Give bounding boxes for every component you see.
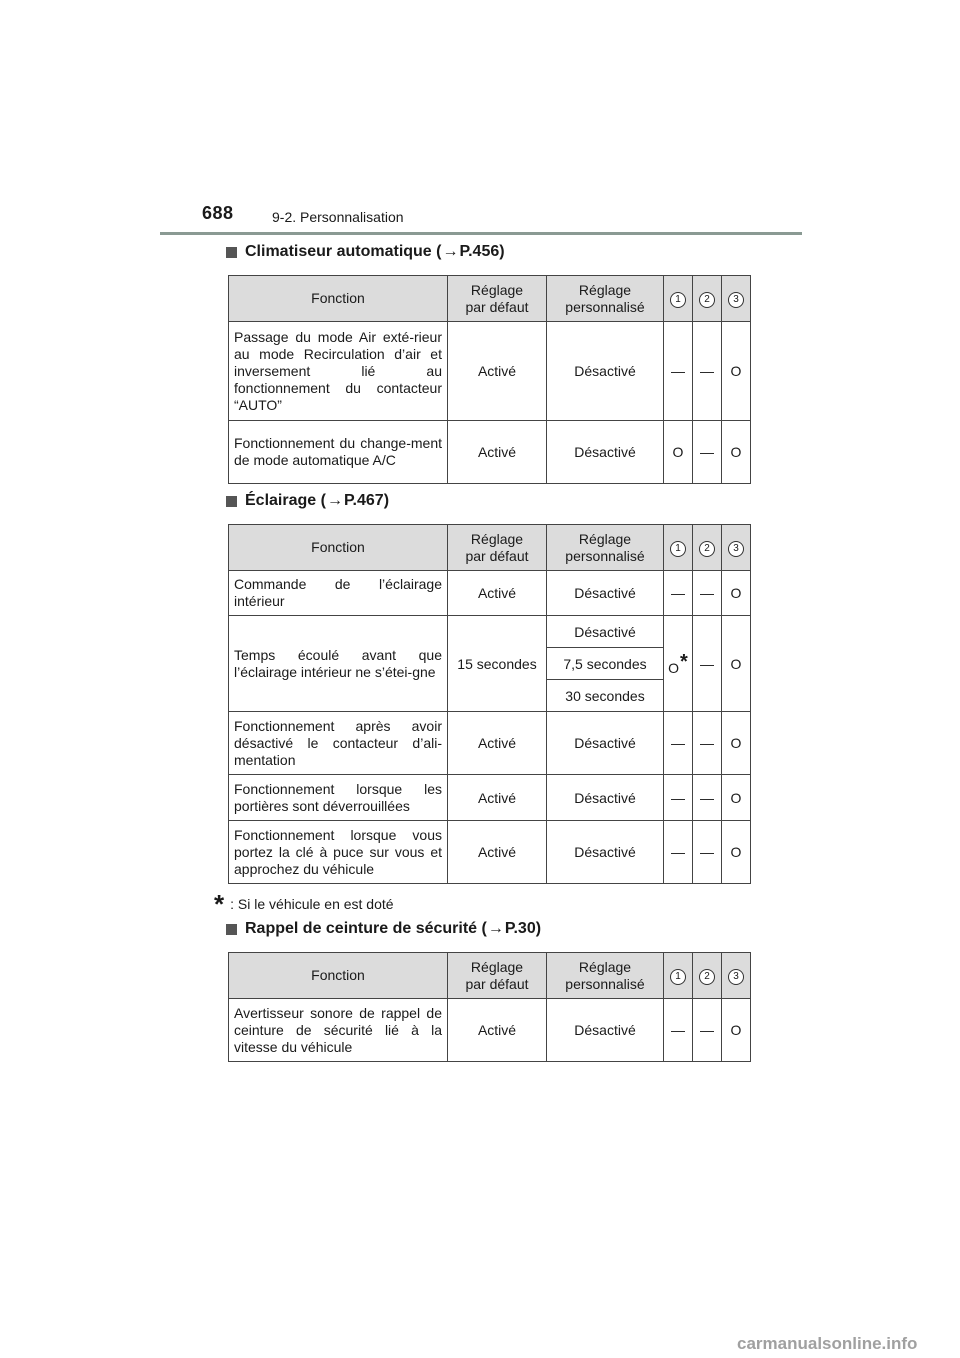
watermark: carmanualsonline.info [737, 1334, 918, 1353]
circled-3-icon: 3 [728, 541, 744, 557]
arrow-icon: → [487, 920, 504, 937]
col3-cell: O [722, 571, 751, 616]
header-reglage-defaut: Réglage par défaut [448, 953, 547, 999]
circled-2-icon: 2 [699, 292, 715, 308]
function-cell: Fonctionnement lorsque les portières sont déverrouillées [229, 775, 448, 821]
default-cell: Activé [448, 999, 547, 1062]
circled-3-icon: 3 [728, 292, 744, 308]
table-row [229, 775, 751, 821]
heading-title: Éclairage ( [245, 492, 326, 509]
circled-3-icon: 3 [728, 969, 744, 985]
default-cell: Activé [448, 322, 547, 421]
header-reglage-defaut: Réglage par défaut [448, 276, 547, 322]
table-eclairage [228, 524, 751, 884]
col2-cell: — [693, 322, 722, 421]
col2-cell: — [693, 999, 722, 1062]
col2-cell: — [693, 775, 722, 821]
col2-cell: — [693, 821, 722, 884]
heading-title: Climatiseur automatique ( [245, 243, 442, 260]
table-row [229, 616, 751, 648]
default-cell: Activé [448, 712, 547, 775]
col2-cell: — [693, 571, 722, 616]
arrow-icon: → [326, 492, 343, 509]
table-header-row [229, 276, 751, 322]
function-cell: Commande de l’éclairage intérieur [229, 571, 448, 616]
col2-cell: — [693, 712, 722, 775]
section-label: 9-2. Personnalisation [272, 209, 404, 225]
function-cell: Fonctionnement après avoir désactivé le contacteur d’ali-mentation [229, 712, 448, 775]
header-fonction: Fonction [229, 525, 448, 571]
table-row [229, 421, 751, 484]
circled-2-icon: 2 [699, 541, 715, 557]
col2-cell: — [693, 421, 722, 484]
circled-1-icon: 1 [670, 292, 686, 308]
table-row [229, 322, 751, 421]
square-bullet-icon [226, 924, 237, 935]
footnote-text: : Si le véhicule en est doté [230, 896, 394, 912]
table-header-row [229, 953, 751, 999]
header-reglage-defaut: Réglage par défaut [448, 525, 547, 571]
header-reglage-perso: Réglage personnalisé [547, 276, 664, 322]
custom-cell: Désactivé [547, 821, 664, 884]
custom-cell: Désactivé [547, 712, 664, 775]
header-reglage-perso: Réglage personnalisé [547, 953, 664, 999]
heading-rappel-ceinture [226, 920, 541, 938]
page-reference[interactable]: P.30) [504, 920, 542, 937]
default-cell: Activé [448, 421, 547, 484]
col1-cell [664, 616, 693, 712]
header-col-3 [722, 525, 751, 571]
col1-cell: — [664, 571, 693, 616]
col1-cell: — [664, 775, 693, 821]
header-rule [160, 232, 802, 235]
default-cell: Activé [448, 571, 547, 616]
col1-cell: — [664, 322, 693, 421]
table-header-row [229, 525, 751, 571]
circled-2-icon: 2 [699, 969, 715, 985]
col3-cell: O [722, 421, 751, 484]
table-row [229, 821, 751, 884]
col3-cell: O [722, 821, 751, 884]
header-fonction: Fonction [229, 276, 448, 322]
footnote [214, 889, 394, 919]
col1-value: O [668, 660, 680, 676]
custom-option-cell: 30 secondes [547, 680, 664, 712]
arrow-icon: → [442, 243, 459, 260]
asterisk-mark: * [214, 889, 225, 919]
header-fonction: Fonction [229, 953, 448, 999]
custom-cell: Désactivé [547, 571, 664, 616]
header-col-1 [664, 525, 693, 571]
header-col-2 [693, 276, 722, 322]
asterisk-mark: * [680, 651, 688, 673]
heading-title: Rappel de ceinture de sécurité ( [245, 920, 487, 937]
table-row [229, 712, 751, 775]
table-climatiseur [228, 275, 751, 484]
col3-cell: O [722, 999, 751, 1062]
function-cell: Fonctionnement lorsque vous portez la clé à puce sur vous et approchez du véhicule [229, 821, 448, 884]
default-cell: Activé [448, 775, 547, 821]
custom-cell: Désactivé [547, 999, 664, 1062]
col1-cell: — [664, 712, 693, 775]
col3-cell: O [722, 322, 751, 421]
custom-cell: Désactivé [547, 775, 664, 821]
default-cell: 15 secondes [448, 616, 547, 712]
header-col-2 [693, 525, 722, 571]
col3-cell: O [722, 712, 751, 775]
col3-cell: O [722, 616, 751, 712]
table-row [229, 999, 751, 1062]
custom-option-cell: 7,5 secondes [547, 648, 664, 680]
function-cell: Passage du mode Air exté-rieur au mode Recirculation d’air et inversement lié au fonctionnement du contacteur “AUTO” [229, 322, 448, 421]
custom-option-cell: Désactivé [547, 616, 664, 648]
default-cell: Activé [448, 821, 547, 884]
col1-cell: O [664, 421, 693, 484]
col1-cell: — [664, 999, 693, 1062]
circled-1-icon: 1 [670, 541, 686, 557]
heading-eclairage [226, 492, 389, 510]
square-bullet-icon [226, 247, 237, 258]
circled-1-icon: 1 [670, 969, 686, 985]
page-reference[interactable]: P.456) [459, 243, 505, 260]
header-reglage-perso: Réglage personnalisé [547, 525, 664, 571]
header-col-1 [664, 953, 693, 999]
function-cell: Avertisseur sonore de rappel de ceinture de sécurité lié à la vitesse du véhicule [229, 999, 448, 1062]
page-number: 688 [202, 203, 234, 223]
col1-cell: — [664, 821, 693, 884]
table-rappel-ceinture [228, 952, 751, 1062]
header-col-2 [693, 953, 722, 999]
function-cell: Temps écoulé avant que l’éclairage intérieur ne s’étei-gne [229, 616, 448, 712]
custom-cell: Désactivé [547, 421, 664, 484]
col3-cell: O [722, 775, 751, 821]
header-col-1 [664, 276, 693, 322]
square-bullet-icon [226, 496, 237, 507]
custom-cell: Désactivé [547, 322, 664, 421]
heading-climatiseur [226, 243, 505, 261]
function-cell: Fonctionnement du change-ment de mode automatique A/C [229, 421, 448, 484]
header-col-3 [722, 276, 751, 322]
table-row [229, 571, 751, 616]
col2-cell: — [693, 616, 722, 712]
page-reference[interactable]: P.467) [343, 492, 390, 509]
header-col-3 [722, 953, 751, 999]
